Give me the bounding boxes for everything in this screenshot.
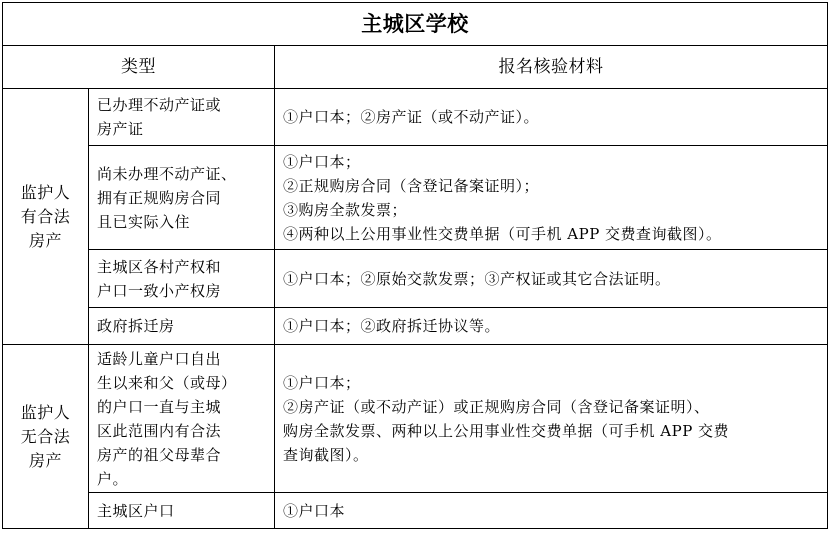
table-title: 主城区学校	[3, 3, 828, 46]
materials-cell	[275, 493, 828, 529]
table-row	[3, 146, 828, 250]
material-line: ①户口本；②原始交款发票；③产权证或其它合法证明。	[283, 269, 671, 288]
table-row	[3, 493, 828, 529]
header-type: 类型	[3, 46, 275, 89]
material-line: ①户口本；②政府拆迁协议等。	[283, 317, 501, 335]
type-cell	[89, 146, 275, 250]
type-cell	[89, 308, 275, 345]
type-cell	[89, 89, 275, 146]
header-materials: 报名核验材料	[275, 46, 828, 89]
material-line: ②房产证（或不动产证）或正规购房合同（含登记备案证明）、	[283, 397, 710, 416]
group-label-line: 监护人	[20, 402, 71, 422]
table-row	[3, 345, 828, 493]
type-line: 户口一致小产权房	[97, 281, 222, 300]
table-row	[3, 308, 828, 345]
material-line: ②正规购房合同（含登记备案证明）；	[283, 176, 540, 195]
type-line: 生以来和父（或母）	[97, 373, 237, 392]
materials-cell	[275, 250, 828, 308]
group-label-line: 房产	[28, 450, 62, 470]
type-line: 主城区户口	[97, 501, 175, 520]
type-line: 区此范围内有合法	[97, 421, 222, 440]
group-label-no-property	[3, 345, 89, 529]
material-line: ④两种以上公用事业性交费单据（可手机 APP 交费查询截图）。	[283, 224, 722, 243]
title-row	[3, 3, 828, 46]
material-line: 购房全款发票、两种以上公用事业性交费单据（可手机 APP 交费	[283, 421, 730, 440]
type-line: 房产证	[97, 120, 144, 138]
type-line: 户。	[97, 469, 129, 488]
enrollment-table	[2, 2, 828, 529]
type-line: 适龄儿童户口自出	[97, 349, 222, 368]
type-line: 拥有正规购房合同	[97, 188, 222, 207]
type-line: 房产的祖父母辈合	[97, 445, 222, 464]
type-line: 政府拆迁房	[97, 317, 175, 335]
table-row	[3, 89, 828, 146]
material-line: 查询截图）。	[283, 445, 369, 464]
material-line: ①户口本	[283, 501, 346, 520]
group-label-has-property	[3, 89, 89, 345]
material-line: ①户口本；	[283, 152, 361, 171]
materials-cell	[275, 146, 828, 250]
materials-cell	[275, 308, 828, 345]
materials-cell	[275, 345, 828, 493]
type-line: 的户口一直与主城	[97, 397, 222, 416]
type-line: 已办理不动产证或	[97, 96, 222, 114]
material-line: ①户口本；	[283, 373, 361, 392]
type-cell	[89, 493, 275, 529]
type-line: 且已实际入住	[97, 212, 191, 231]
materials-cell	[275, 89, 828, 146]
group-label-line: 无合法	[20, 426, 71, 446]
type-line: 尚未办理不动产证、	[97, 164, 237, 183]
type-cell	[89, 250, 275, 308]
type-line: 主城区各村产权和	[97, 257, 222, 276]
group-label-line: 监护人	[20, 182, 71, 202]
material-line: ①户口本；②房产证（或不动产证）。	[283, 108, 540, 126]
material-line: ③购房全款发票；	[283, 200, 408, 219]
table-row	[3, 250, 828, 308]
group-label-line: 房产	[28, 230, 62, 250]
type-cell	[89, 345, 275, 493]
header-row	[3, 46, 828, 89]
group-label-line: 有合法	[20, 206, 71, 226]
